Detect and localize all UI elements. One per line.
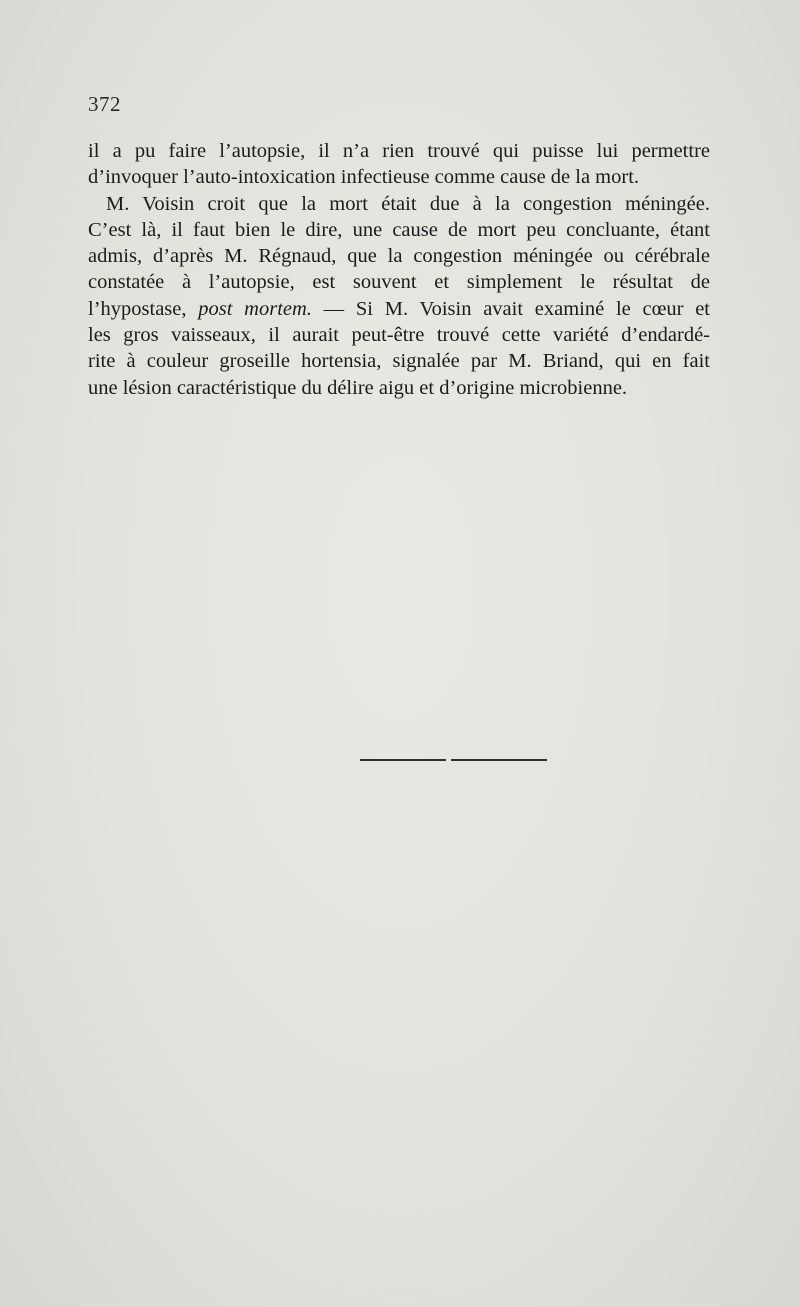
- text-line: M. Voisin croit que la mort était due à la congestion méningée.: [106, 192, 710, 215]
- text-line: une lésion caractéristique du délire aigu et d’origine microbienne.: [88, 376, 628, 399]
- italic-phrase: post mortem.: [198, 297, 312, 320]
- text-line: constatée à l’autopsie, est souvent et simplement le résultat de: [88, 271, 710, 294]
- text-line: admis, d’après M. Régnaud, que la congestion méningée ou cérébrale: [88, 245, 710, 268]
- text-line-mixed: [88, 296, 710, 322]
- text-fragment: — Si M. Voisin avait examiné le cœur et: [311, 297, 710, 320]
- body-text: [88, 138, 710, 401]
- text-line: les gros vaisseaux, il aurait peut-être trouvé cette variété d’endardé-: [88, 324, 710, 347]
- page-number: 372: [88, 92, 121, 116]
- text-line: il a pu faire l’autopsie, il n’a rien trouvé qui puisse lui permettre: [88, 140, 710, 162]
- text-line: d’invoquer l’auto-intoxication infectieuse comme cause de la mort.: [88, 166, 640, 189]
- text-line: rite à couleur groseille hortensia, signalée par M. Briand, qui en fait: [88, 350, 710, 373]
- section-divider: [451, 759, 547, 761]
- text-fragment: l’hypostase,: [88, 297, 187, 320]
- section-divider: [360, 759, 446, 761]
- text-line: C’est là, il faut bien le dire, une cause de mort peu concluante, étant: [88, 218, 710, 241]
